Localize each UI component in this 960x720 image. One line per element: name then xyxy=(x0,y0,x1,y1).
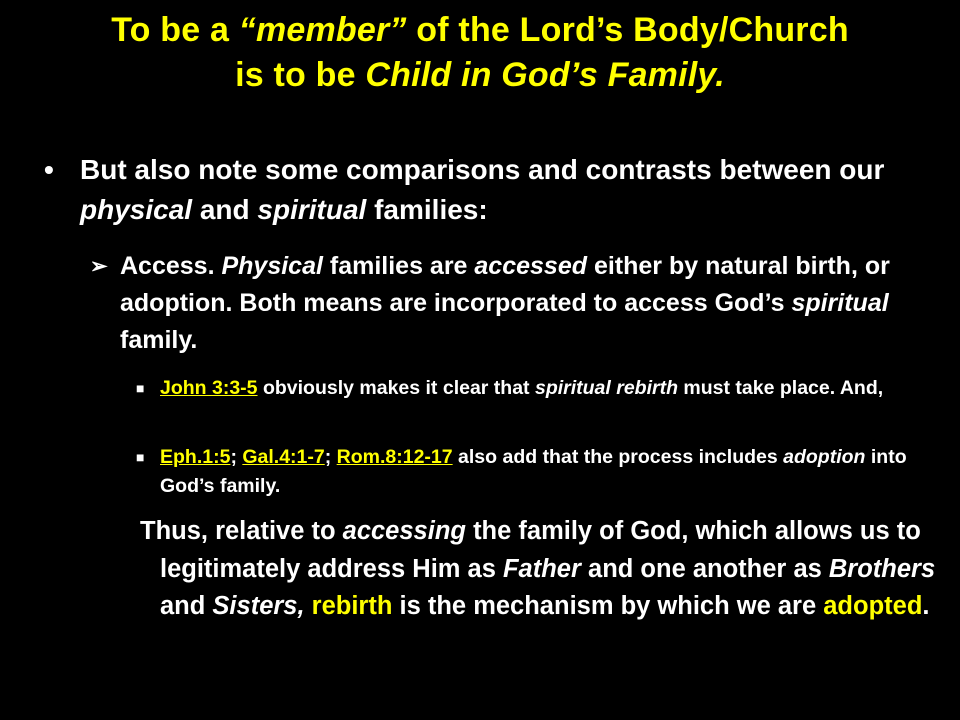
text-run: physical xyxy=(80,194,193,225)
bullet-access-text xyxy=(120,248,940,359)
square-bullet-icon: ■ xyxy=(136,380,145,396)
slide-title xyxy=(0,8,960,98)
text-run: spiritual xyxy=(257,194,367,225)
arrow-bullet-icon: ➢ xyxy=(90,255,108,278)
text-run: ; xyxy=(324,446,337,468)
text-run: obviously makes it clear that xyxy=(257,377,535,399)
scripture-link[interactable]: Eph.1:5 xyxy=(160,446,231,468)
text-run: either by natural birth, or adoption. Both means are incorporated to access God’s xyxy=(120,252,890,317)
text-run: adoption xyxy=(783,446,866,468)
bullet-dot-icon: • xyxy=(44,154,54,185)
text-run: families: xyxy=(366,194,488,225)
title-text: To be a xyxy=(111,11,239,49)
text-run: into God’s family. xyxy=(160,446,907,497)
title-emphasis: Child in God’s Family. xyxy=(365,56,725,94)
text-run: . xyxy=(922,592,930,620)
conclusion-paragraph xyxy=(140,513,960,626)
text-run: But also note some comparisons and contrasts between our xyxy=(80,154,885,185)
scripture-link[interactable]: Rom.8:12-17 xyxy=(336,446,453,468)
title-text: is to be xyxy=(235,56,366,94)
square-bullet-icon: ■ xyxy=(136,449,145,465)
scripture-link[interactable]: Gal.4:1-7 xyxy=(242,446,325,468)
text-run: spiritual rebirth xyxy=(534,377,678,399)
text-run: and xyxy=(192,194,258,225)
text-run: also add that the process includes xyxy=(452,446,784,468)
scripture-link[interactable]: John 3:3-5 xyxy=(160,377,258,399)
text-run: Physical xyxy=(221,252,323,280)
text-run: and one another as xyxy=(580,554,829,583)
text-run: Thus, relative to xyxy=(140,517,343,545)
text-run xyxy=(305,592,312,620)
text-run: families are xyxy=(322,252,475,280)
text-run: the family of God, which allows us to legitimately address Him as xyxy=(160,517,921,583)
title-text: of the Lord’s Body/Church xyxy=(406,11,849,49)
text-run: must take place. And, xyxy=(678,377,884,399)
highlight-word: adopted xyxy=(823,592,923,620)
text-run: is the mechanism by which we are xyxy=(392,592,824,620)
sub-bullet-john-text xyxy=(160,374,956,403)
text-run: Father xyxy=(502,554,581,583)
text-run: ; xyxy=(230,446,243,468)
title-emphasis: “member” xyxy=(238,11,407,49)
bullet-main-text xyxy=(80,150,930,230)
text-run: accessing xyxy=(342,517,466,545)
sub-bullet-adoption-text xyxy=(160,443,956,501)
text-run: accessed xyxy=(474,252,588,280)
text-run: Brothers xyxy=(828,554,936,583)
highlight-word: rebirth xyxy=(311,592,393,620)
text-run: Sisters, xyxy=(212,592,305,620)
text-run: Access. xyxy=(120,252,222,280)
text-run: spiritual xyxy=(791,289,889,317)
text-run: family. xyxy=(120,326,198,354)
text-run: and xyxy=(160,592,213,620)
